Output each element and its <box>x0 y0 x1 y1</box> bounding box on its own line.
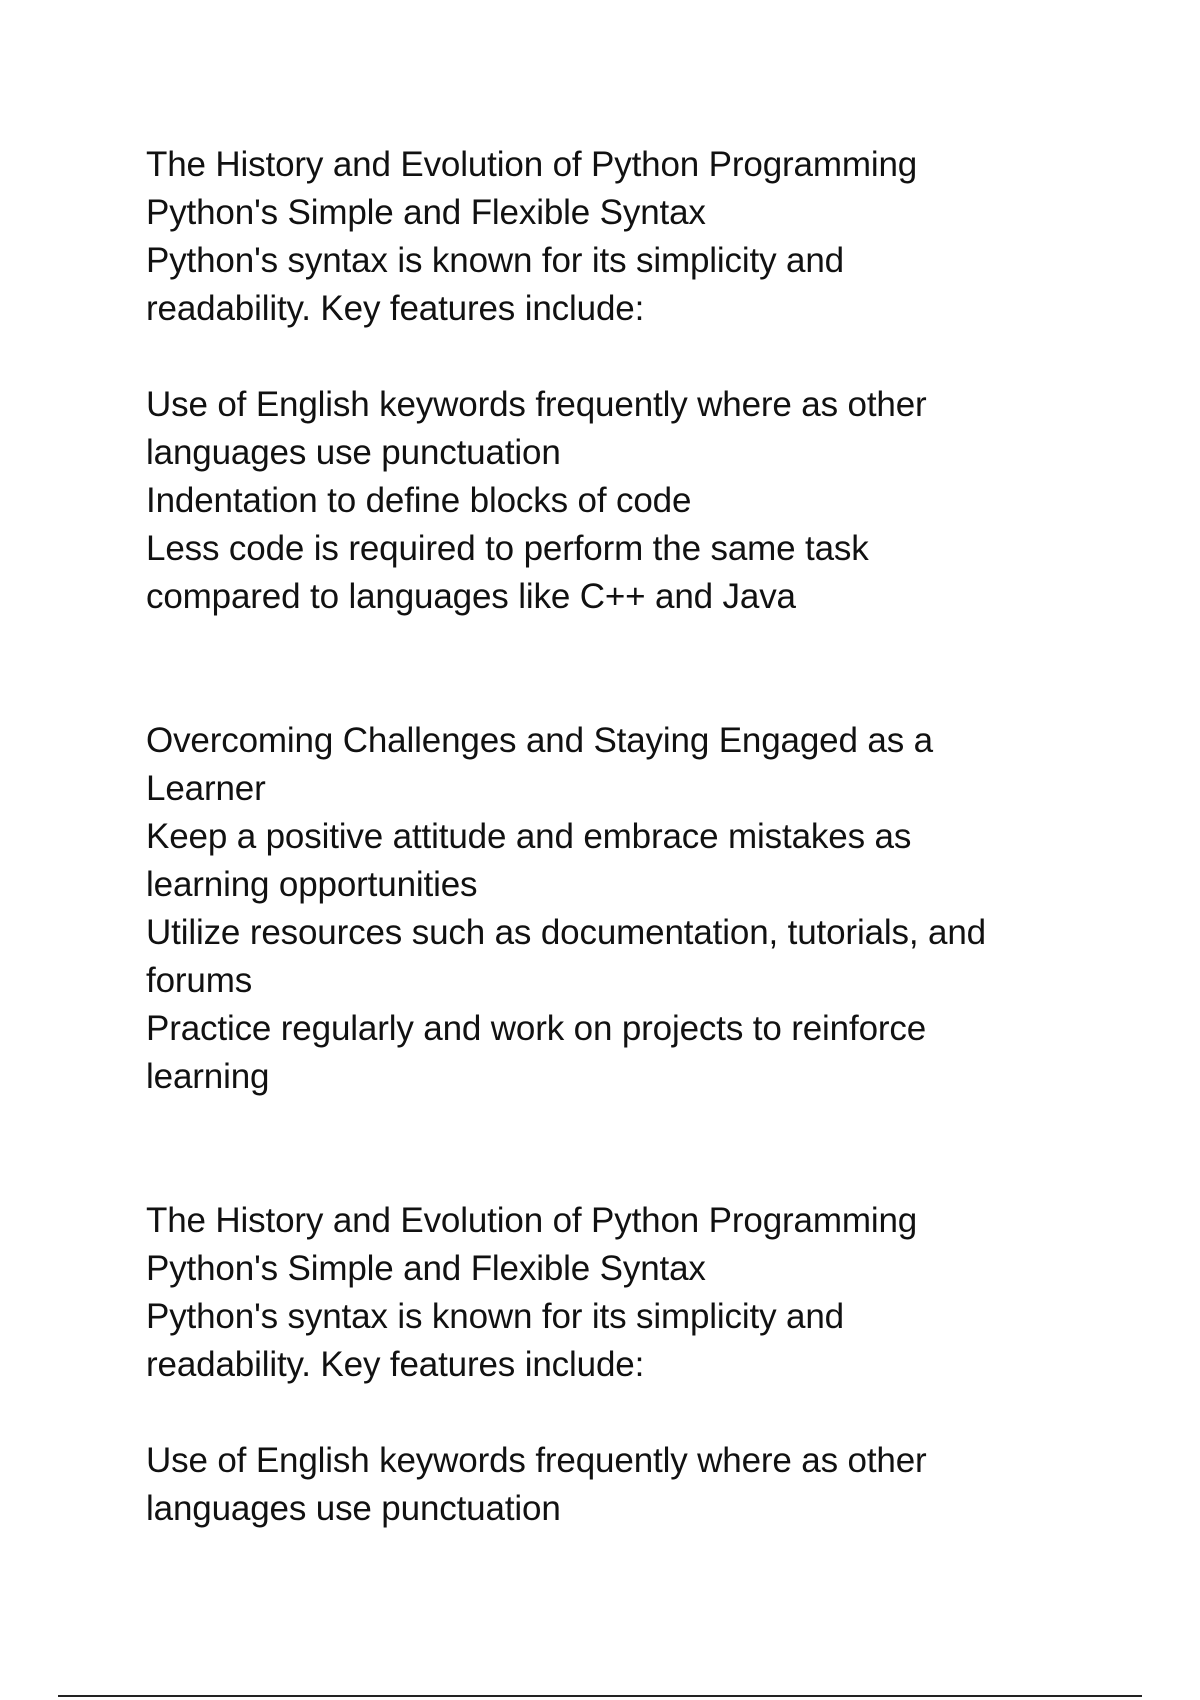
section-heading: Learner <box>146 769 266 808</box>
section-spacer <box>146 621 1076 717</box>
list-item-line: learning opportunities <box>146 865 478 904</box>
list-item-line: forums <box>146 961 253 1000</box>
paragraph-line: readability. Key features include: <box>146 1345 645 1384</box>
bottom-divider <box>58 1695 1142 1697</box>
list-item-line: Practice regularly and work on projects to reinforce <box>146 1009 927 1048</box>
list-item-line: Indentation to define blocks of code <box>146 481 692 520</box>
list-item-line: Less code is required to perform the same task <box>146 529 869 568</box>
list-item-line: compared to languages like C++ and Java <box>146 577 796 616</box>
list-item-line: learning <box>146 1057 270 1096</box>
list-item-line: Use of English keywords frequently where as other <box>146 385 927 424</box>
section-heading: The History and Evolution of Python Programming <box>146 1201 918 1240</box>
section-heading: The History and Evolution of Python Programming <box>146 145 918 184</box>
section-spacer <box>146 1101 1076 1197</box>
subheading: Python's Simple and Flexible Syntax <box>146 193 706 232</box>
paragraph-line: Python's syntax is known for its simplicity and <box>146 1297 844 1336</box>
paragraph-spacer <box>146 333 1076 381</box>
list-item-line: Keep a positive attitude and embrace mistakes as <box>146 817 912 856</box>
list-item-line: Use of English keywords frequently where as other <box>146 1441 927 1480</box>
document-body <box>146 141 1076 1533</box>
paragraph-line: readability. Key features include: <box>146 289 645 328</box>
paragraph-line: Python's syntax is known for its simplicity and <box>146 241 844 280</box>
list-item-line: languages use punctuation <box>146 433 561 472</box>
section-heading: Overcoming Challenges and Staying Engaged as a <box>146 721 933 760</box>
list-item-line: languages use punctuation <box>146 1489 561 1528</box>
subheading: Python's Simple and Flexible Syntax <box>146 1249 706 1288</box>
paragraph-spacer <box>146 1389 1076 1437</box>
list-item-line: Utilize resources such as documentation, tutorials, and <box>146 913 986 952</box>
